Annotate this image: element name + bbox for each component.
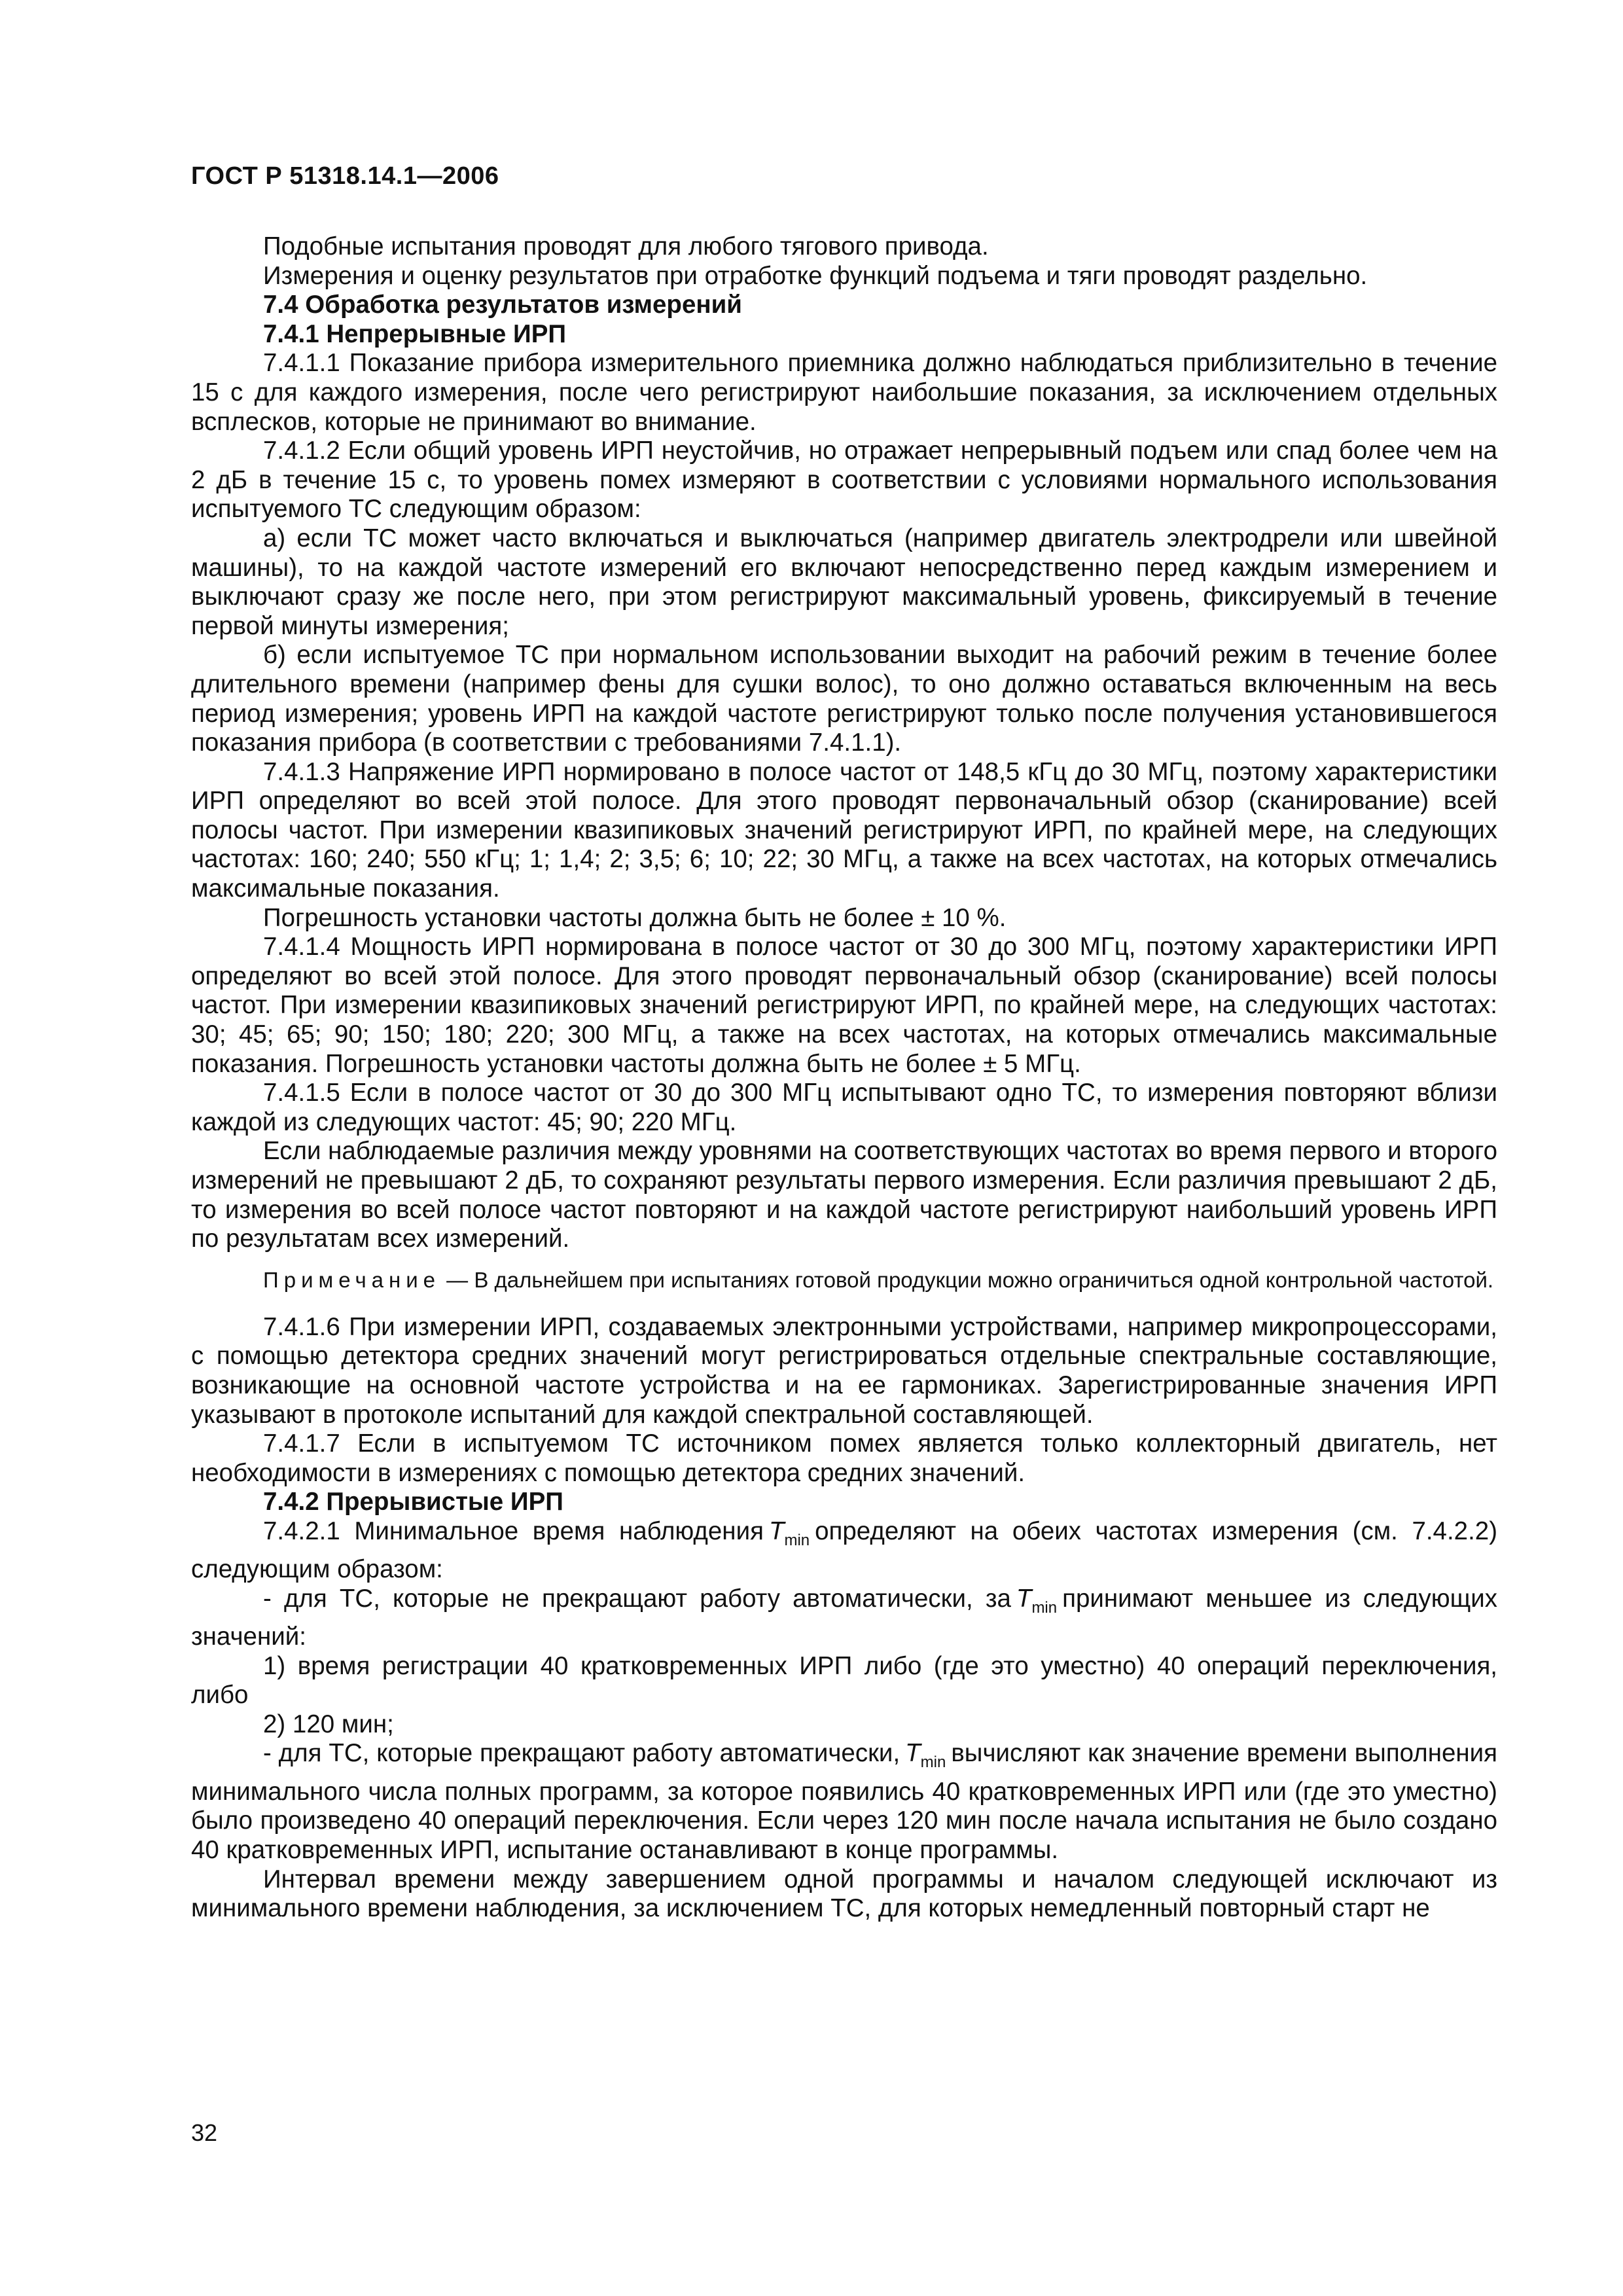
note-text: — В дальнейшем при испытаниях готовой продукции можно ограничиться одной контрольной частотой. [440, 1267, 1494, 1292]
paragraph: Измерения и оценку результатов при отработке функций подъема и тяги проводят раздельно. [263, 261, 1368, 290]
t-min-symbol: $T_{min}$ [905, 1739, 946, 1772]
list-item-2: 2) 120 мин; [263, 1710, 394, 1738]
paragraph-frequency-tolerance: Погрешность установки частоты должна быть не более ± 10 %. [263, 903, 1007, 932]
page-number: 32 [191, 2119, 218, 2146]
note-label: Примечание [263, 1267, 441, 1292]
paragraph: Подобные испытания проводят для любого тягового привода. [263, 232, 989, 260]
paragraph-non-auto-stop: - для ТС, которые не прекращают работу автоматически, за $T_{min}$ принимают меньшее из следующих значений: [191, 1584, 1497, 1651]
paragraph-repeat-measurement: Если наблюдаемые различия между уровнями на соответствующих частотах во время первого и второго измерений не превышают 2 дБ, то сохраняют результаты первого измерения. Если различия превышают 2 дБ, то измерения во всей полосе частот повторяют и на каждой частоте регистрируют наибольший уровень ИРП по результатам всех измерений. [191, 1137, 1497, 1253]
paragraph-7-4-1-2: 7.4.1.2 Если общий уровень ИРП неустойчив, но отражает непрерывный подъем или спад более чем на 2 дБ в течение 15 с, то уровень помех измеряют в соответствии с условиями нормального использования испытуемого ТС следующим образом: [191, 437, 1497, 524]
paragraph-7-4-1-6: 7.4.1.6 При измерении ИРП, создаваемых электронными устройствами, например микропроцессорами, с помощью детектора средних значений могут регистрироваться отдельные спектральные составляющие, возникающие на основной частоте устройства и на ее гармониках. Зарегистрированные значения ИРП указывают в протоколе испытаний для каждой спектральной составляющей. [191, 1312, 1497, 1429]
list-item-1: 1) время регистрации 40 кратковременных ИРП либо (где это уместно) 40 операций переключения, либо [191, 1651, 1497, 1710]
paragraph-interval: Интервал времени между завершением одной программы и началом следующей исключают из минимального времени наблюдения, за исключением ТС, для которых немедленный повторный старт не [191, 1865, 1497, 1923]
list-item-a: а) если ТС может часто включаться и выключаться (например двигатель электродрели или швейной машины), то на каждой частоте измерений его включают непосредственно перед каждым измерением и выключают сразу же после него, при этом регистрируют максимальный уровень, фиксируемый в течение первой минуты измерения; [191, 524, 1497, 640]
document-body [191, 232, 1497, 1924]
paragraph-7-4-1-7: 7.4.1.7 Если в испытуемом ТС источником помех является только коллекторный двигатель, нет необходимости в измерениях с помощью детектора средних значений. [191, 1429, 1497, 1487]
paragraph-7-4-1-5: 7.4.1.5 Если в полосе частот от 30 до 300 МГц испытывают одно ТС, то измерения повторяют вблизи каждой из следующих частот: 45; 90; 220 МГц. [191, 1079, 1497, 1136]
paragraph-auto-stop: - для ТС, которые прекращают работу автоматически, $T_{min}$ вычисляют как значение времени выполнения минимального числа полных программ, за которое появились 40 кратковременных ИРП или (где это уместно) было произведено 40 операций переключения. Если через 120 мин после начала испытания не было создано 40 кратковременных ИРП, испытание останавливают в конце программы. [191, 1739, 1497, 1864]
t-min-symbol: $T_{min}$ [768, 1516, 810, 1549]
section-heading-7-4-1: 7.4.1 Непрерывные ИРП [263, 319, 567, 348]
section-heading-7-4: 7.4 Обработка результатов измерений [263, 291, 742, 319]
paragraph-7-4-1-3: 7.4.1.3 Напряжение ИРП нормировано в полосе частот от 148,5 кГц до 30 МГц, поэтому характеристики ИРП определяют во всей этой полосе. Для этого проводят первоначальный обзор (сканирование) всей полосы частот. При измерении квазипиковых значений регистрируют ИРП, по крайней мере, на следующих частотах: 160; 240; 550 кГц; 1; 1,4; 2; 3,5; 6; 10; 22; 30 МГц, а также на всех частотах, на которых отмечались максимальные показания. [191, 757, 1497, 903]
paragraph-7-4-1-4: 7.4.1.4 Мощность ИРП нормирована в полосе частот от 30 до 300 МГц, поэтому характеристики ИРП определяют во всей этой полосе. Для этого проводят первоначальный обзор (сканирование) всей полосы частот. При измерении квазипиковых значений регистрируют ИРП, по крайней мере, на следующих частотах: 30; 45; 65; 90; 150; 180; 220; 300 МГц, а также на всех частотах, на которых отмечались максимальные показания. Погрешность установки частоты должна быть не более ± 5 МГц. [191, 933, 1497, 1078]
note [191, 1267, 1497, 1293]
document-header: ГОСТ Р 51318.14.1—2006 [191, 162, 499, 190]
section-heading-7-4-2: 7.4.2 Прерывистые ИРП [263, 1488, 563, 1516]
t-min-symbol: $T_{min}$ [1016, 1584, 1058, 1617]
paragraph-7-4-2-1: 7.4.2.1 Минимальное время наблюдения $T_{min}$ определяют на обеих частотах измерения (см. 7.4.2.2) следующим образом: [191, 1516, 1498, 1584]
list-item-b: б) если испытуемое ТС при нормальном использовании выходит на рабочий режим в течение более длительного времени (например фены для сушки волос), то оно должно оставаться включенным на весь период измерения; уровень ИРП на каждой частоте регистрируют только после получения установившегося показания прибора (в соответствии с требованиями 7.4.1.1). [191, 641, 1497, 757]
paragraph-7-4-1-1: 7.4.1.1 Показание прибора измерительного приемника должно наблюдаться приблизительно в течение 15 с для каждого измерения, после чего регистрируют наибольшие показания, за исключением отдельных всплесков, которые не принимают во внимание. [191, 349, 1497, 436]
